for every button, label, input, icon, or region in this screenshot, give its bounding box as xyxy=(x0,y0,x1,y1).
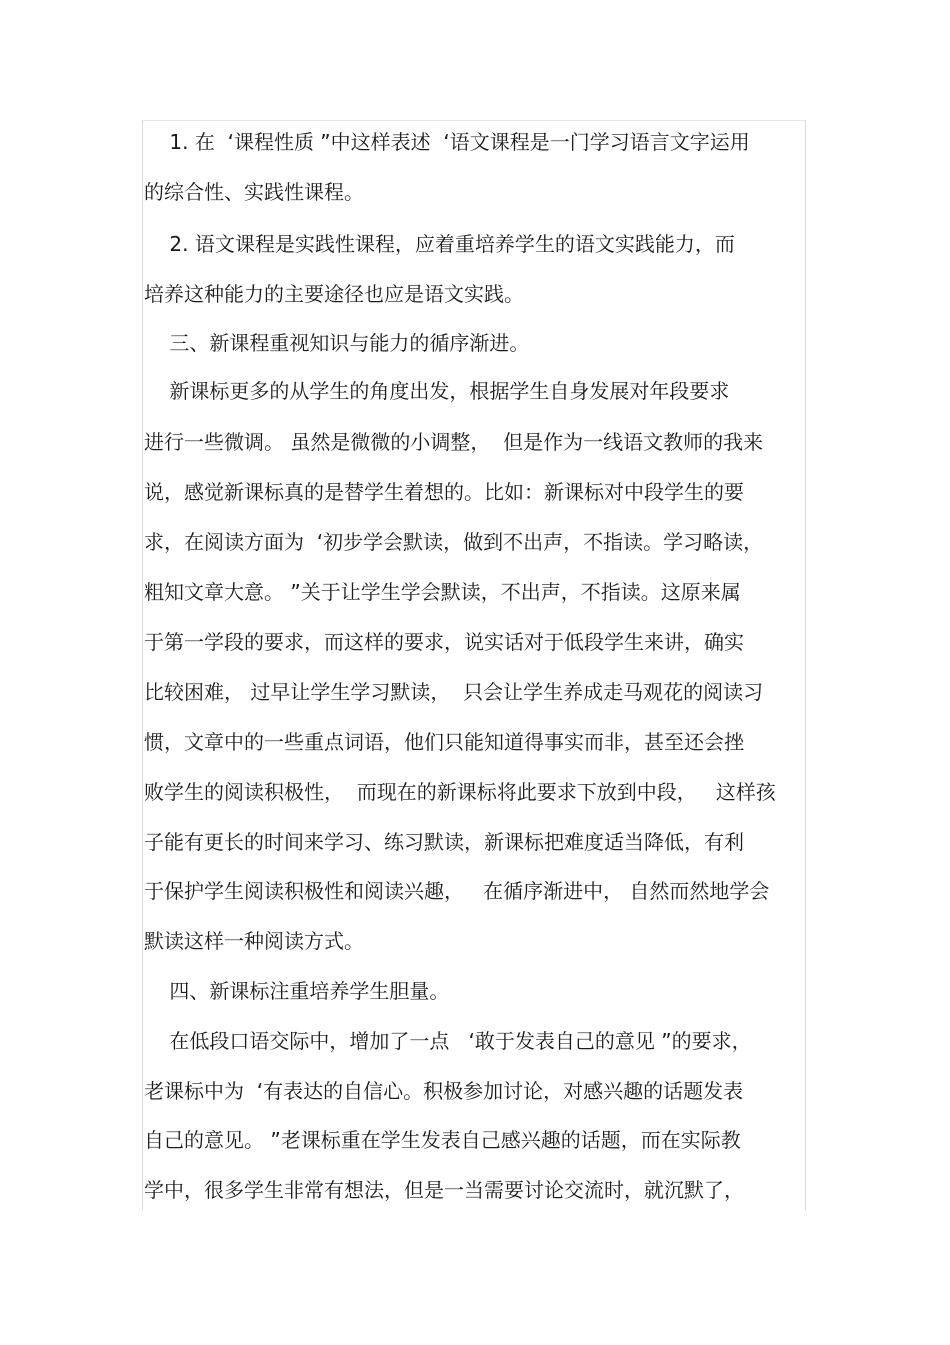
paragraph-line-9: 求，在阅读方面为 ‘初步学会默读，做到不出声，不指读。学习略读， xyxy=(144,530,764,554)
paragraph-line-4: 培养这种能力的主要途径也应是语文实践。 xyxy=(144,282,524,306)
paragraph-line-20: 老课标中为 ‘有表达的自信心。积极参加讨论，对感兴趣的话题发表 xyxy=(144,1079,744,1103)
paragraph-line-13: 惯，文章中的一些重点词语，他们只能知道得事实而非，甚至还会挫 xyxy=(144,730,744,754)
paragraph-line-7: 进行一些微调。 虽然是微微的小调整， 但是作为一线语文教师的我来 xyxy=(144,430,764,454)
paragraph-line-6: 新课标更多的从学生的角度出发，根据学生自身发展对年段要求 xyxy=(144,379,730,403)
section-heading-4: 四、新课标注重培养学生胆量。 xyxy=(144,979,450,1003)
paragraph-line-12: 比较困难， 过早让学生学习默读， 只会让学生养成走马观花的阅读习 xyxy=(144,680,764,704)
paragraph-line-21: 自己的意见。 ”老课标重在学生发表自己感兴趣的话题，而在实际教 xyxy=(144,1128,741,1152)
paragraph-line-19: 在低段口语交际中，增加了一点 ‘敢于发表自己的意见 ”的要求， xyxy=(144,1029,752,1053)
section-heading-3: 三、新课程重视知识与能力的循序渐进。 xyxy=(144,331,530,355)
paragraph-line-2: 的综合性、实践性课程。 xyxy=(144,180,364,204)
paragraph-line-17: 默读这样一种阅读方式。 xyxy=(144,929,364,953)
paragraph-line-10: 粗知文章大意。 ”关于让学生学会默读，不出声，不指读。这原来属 xyxy=(144,580,741,604)
paragraph-line-16: 于保护学生阅读积极性和阅读兴趣， 在循序渐进中， 自然而然地学会 xyxy=(144,879,770,903)
paragraph-line-22: 学中，很多学生非常有想法，但是一当需要讨论交流时，就沉默了， xyxy=(144,1178,744,1202)
paragraph-line-3: 2. 语文课程是实践性课程，应着重培养学生的语文实践能力，而 xyxy=(144,232,735,256)
paragraph-line-15: 子能有更长的时间来学习、练习默读，新课标把难度适当降低，有利 xyxy=(144,830,744,854)
paragraph-line-11: 于第一学段的要求，而这样的要求，说实话对于低段学生来讲，确实 xyxy=(144,630,744,654)
paragraph-line-14: 败学生的阅读积极性， 而现在的新课标将此要求下放到中段， 这样孩 xyxy=(144,780,776,804)
paragraph-line-1: 1. 在 ‘课程性质 ”中这样表述 ‘语文课程是一门学习语言文字运用 xyxy=(144,130,750,154)
paragraph-line-8: 说，感觉新课标真的是替学生着想的。比如：新课标对中段学生的要 xyxy=(144,480,744,504)
